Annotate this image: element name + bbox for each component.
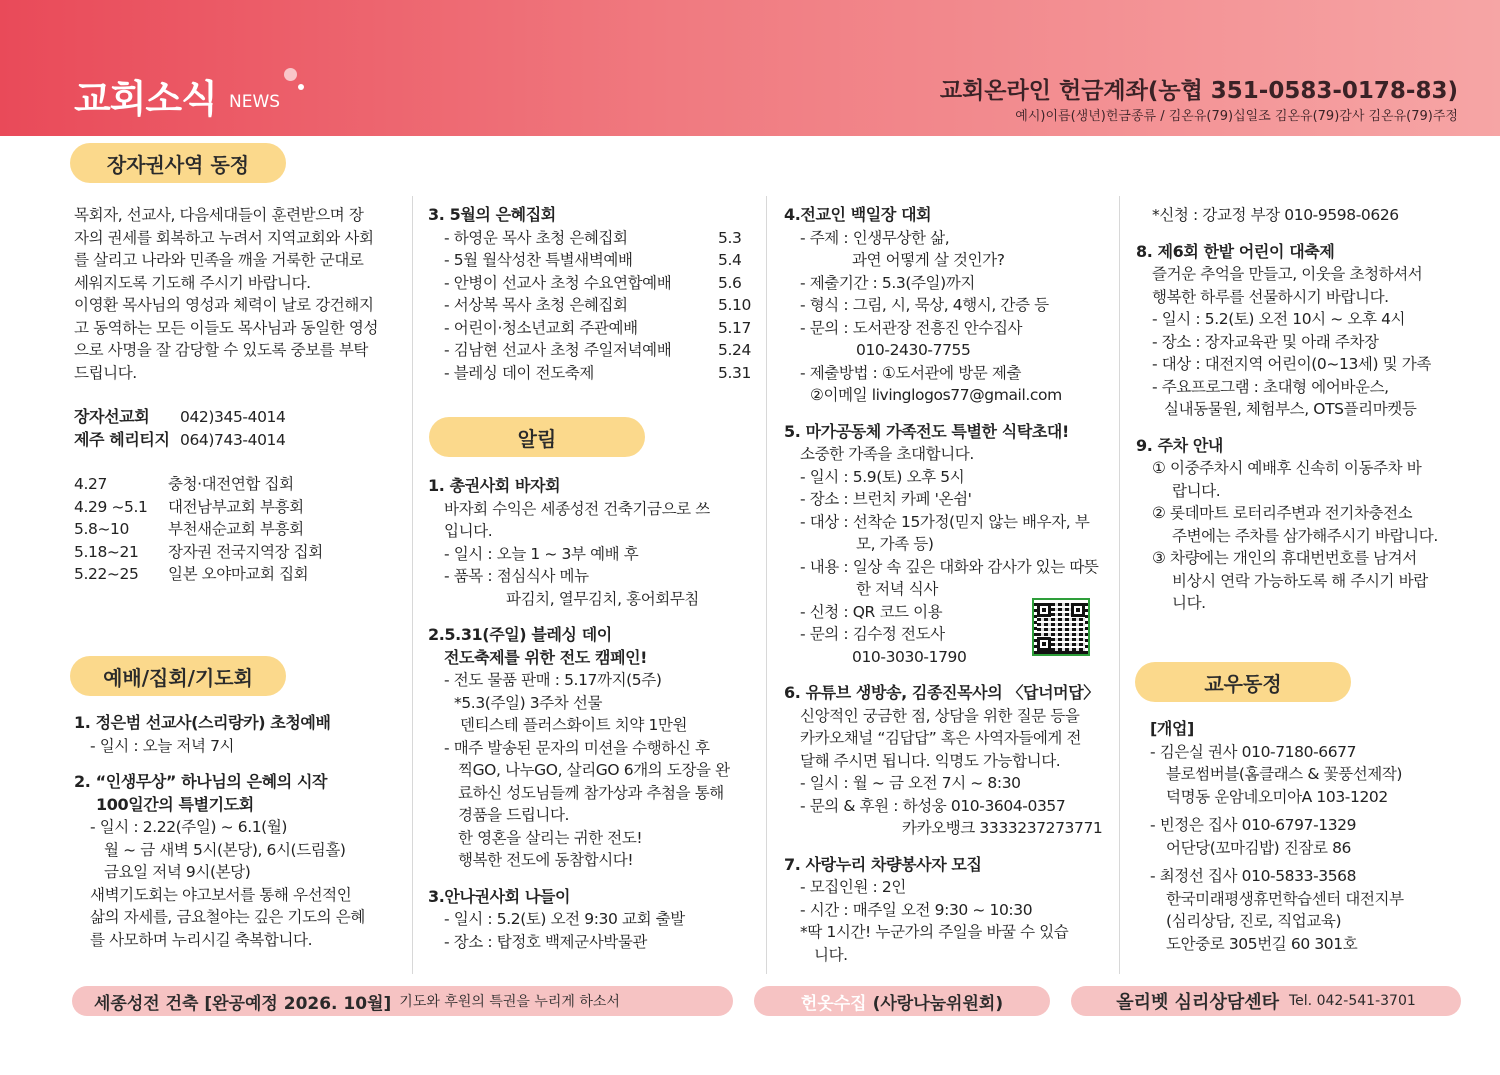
item-line: 과연 어떻게 살 것인가? bbox=[852, 251, 1005, 269]
footer-counseling bbox=[1071, 986, 1461, 1016]
notice-section bbox=[428, 475, 758, 953]
grace-date: 5.4 bbox=[718, 251, 742, 269]
item-line: 카카오채널 “김답답” 혹은 사역자들에게 전 bbox=[800, 729, 1082, 747]
schedule-event: 대전남부교회 부흥회 bbox=[168, 497, 304, 516]
item-title: 6. 유튜브 생방송, 김종진목사의 〈답너머답〉 bbox=[784, 683, 1099, 702]
worship-title: 1. 정은범 선교사(스리랑카) 초청예배 bbox=[74, 713, 331, 732]
grace-row bbox=[428, 294, 758, 317]
schedule-row bbox=[74, 563, 404, 586]
worship-line: - 일시 : 오늘 저녁 7시 bbox=[90, 736, 235, 755]
item-line: - 제출기간 : 5.3(주일)까지 bbox=[800, 273, 975, 292]
grace-row bbox=[428, 339, 758, 362]
members-section bbox=[1150, 718, 1470, 955]
intro-line: 드립니다. bbox=[74, 363, 137, 382]
item-line: 010-2430-7755 bbox=[856, 341, 971, 359]
item-line: - 모집인원 : 2인 bbox=[800, 878, 906, 896]
intro-line: 세워지도록 기도해 주시기 바랍니다. bbox=[74, 273, 311, 292]
grace-row bbox=[428, 227, 758, 250]
item-line: - 일시 : 5.2(토) 오전 10시 ~ 오후 4시 bbox=[1152, 310, 1406, 328]
grace-row bbox=[428, 317, 758, 340]
schedule-event: 일본 오야마교회 집회 bbox=[168, 565, 309, 583]
grace-row bbox=[428, 272, 758, 295]
footer-clothes-committee: (사랑나눔위원회) bbox=[872, 993, 1004, 1014]
intro-line: 목회자, 선교사, 다음세대들이 훈련받으며 장 bbox=[74, 206, 364, 224]
column-divider bbox=[1119, 196, 1120, 974]
section-title-worship: 예배/집회/기도회 bbox=[70, 656, 286, 696]
jangja-section bbox=[74, 204, 404, 586]
member-line: 한국미래평생휴먼학습센터 대전지부 bbox=[1166, 889, 1404, 908]
parking-line: ② 롯데마트 로터리주변과 전기차충전소 bbox=[1152, 504, 1413, 522]
grace-date: 5.3 bbox=[718, 228, 742, 247]
grace-date: 5.10 bbox=[718, 296, 751, 314]
parking-line: 니다. bbox=[1172, 594, 1206, 612]
grace-desc: - 어린이·청소년교회 주관예배 bbox=[444, 318, 638, 337]
offering-account: 교회온라인 헌금계좌(농협 351-0583-0178-83) bbox=[939, 78, 1458, 104]
grace-title: 3. 5월의 은혜집회 bbox=[428, 205, 556, 224]
schedule-date: 5.8~10 bbox=[74, 520, 129, 538]
footer-counseling-tel: Tel. 042-541-3701 bbox=[1289, 993, 1416, 1009]
worship-sub: 금요일 저녁 9시(본당) bbox=[104, 863, 251, 881]
item-line: 한 저녁 식사 bbox=[856, 580, 938, 598]
member-line: 도안중로 305번길 60 301호 bbox=[1166, 934, 1358, 953]
decor-dot-icon bbox=[284, 68, 297, 81]
schedule-date: 4.29 ~5.1 bbox=[74, 497, 148, 516]
footer-clothes-title: 헌옷수집 bbox=[800, 993, 867, 1014]
item-line: 즐거운 추억을 만들고, 이웃을 초청하셔서 bbox=[1152, 265, 1423, 283]
member-line: - 김은실 권사 010-7180-6677 bbox=[1150, 742, 1357, 761]
notice-line: 찍GO, 나누GO, 살리GO 6개의 도장을 완 bbox=[458, 761, 730, 779]
item-line: 니다. bbox=[814, 945, 848, 964]
footer-construction bbox=[72, 986, 733, 1016]
intro-line: 이영환 목사님의 영성과 체력이 날로 강건해지 bbox=[74, 296, 374, 314]
item-title: 7. 사랑누리 차량봉사자 모집 bbox=[784, 854, 982, 874]
section-title-jangja: 장자권사역 동정 bbox=[70, 143, 286, 183]
schedule-row bbox=[74, 496, 404, 519]
column-divider bbox=[412, 196, 413, 974]
notice-line: 바자회 수익은 세종성전 건축기금으로 쓰 bbox=[444, 499, 710, 518]
contact-name: 장자선교회 bbox=[74, 407, 150, 426]
worship-body: 삶의 자세를, 금요철야는 깊은 기도의 은혜 bbox=[90, 908, 365, 926]
parking-line: 비상시 연락 가능하도록 해 주시기 바랍 bbox=[1172, 571, 1428, 590]
notice-line: 경품을 드립니다. bbox=[458, 806, 570, 824]
worship-body: 새벽기도회는 야고보서를 통해 우선적인 bbox=[90, 885, 352, 904]
decor-dot-small-icon bbox=[298, 84, 304, 90]
member-line: - 최정선 집사 010-5833-3568 bbox=[1150, 867, 1357, 885]
notice-title: 3.안나권사회 나들이 bbox=[428, 886, 571, 906]
notice-line: - 장소 : 탑정호 백제군사박물관 bbox=[444, 932, 648, 951]
item-line: 실내동물원, 체험부스, OTS플리마켓등 bbox=[1164, 400, 1417, 418]
intro-line: 고 동역하는 모든 이들도 목사님과 동일한 영성 bbox=[74, 318, 379, 337]
parking-line: ③ 차량에는 개인의 휴대번번호를 남겨서 bbox=[1152, 549, 1417, 567]
item-line: 행복한 하루를 선물하시기 바랍니다. bbox=[1152, 287, 1389, 306]
grace-date: 5.6 bbox=[718, 273, 742, 292]
item-line: - 주제 : 인생무상한 삶, bbox=[800, 228, 950, 247]
intro-line: 으로 사명을 잘 감당할 수 있도록 중보를 부탁 bbox=[74, 341, 369, 359]
qr-code-icon[interactable] bbox=[1032, 598, 1090, 656]
contact-row bbox=[74, 429, 404, 452]
open-label: [개업] bbox=[1150, 719, 1194, 738]
item-line: 달해 주시면 됩니다. 익명도 가능합니다. bbox=[800, 751, 1061, 770]
grace-date: 5.24 bbox=[718, 341, 751, 359]
member-line: 블로썸버블(홈클래스 & 꽃풍선제작) bbox=[1166, 765, 1403, 783]
schedule-date: 5.18~21 bbox=[74, 542, 139, 561]
parking-line: ① 이중주차시 예배후 신속히 이동주차 바 bbox=[1152, 459, 1422, 477]
footer-clothes bbox=[754, 986, 1050, 1016]
section-title-members: 교우동정 bbox=[1135, 662, 1351, 702]
member-line: - 빈정은 집사 010-6797-1329 bbox=[1150, 816, 1357, 834]
schedule-date: 4.27 bbox=[74, 475, 107, 493]
member-line: 어단당(꼬마김밥) 진잠로 86 bbox=[1166, 838, 1352, 857]
notice-line: - 전도 물품 판매 : 5.17까지(5주) bbox=[444, 671, 662, 689]
notice-line: 파김치, 열무김치, 홍어회무침 bbox=[506, 589, 699, 608]
item-title: 8. 제6회 한밭 어린이 대축제 bbox=[1136, 241, 1335, 261]
member-line: (심리상담, 진로, 직업교육) bbox=[1166, 912, 1342, 930]
page-title: 교회소식 bbox=[74, 77, 217, 121]
contact-row bbox=[74, 406, 404, 429]
grace-desc: - 안병이 선교사 초청 수요연합예배 bbox=[444, 273, 672, 292]
grace-row bbox=[428, 362, 758, 385]
contact-name: 제주 헤리티지 bbox=[74, 429, 170, 449]
item-line: - 시간 : 매주일 오전 9:30 ~ 10:30 bbox=[800, 900, 1033, 919]
schedule-row bbox=[74, 473, 404, 496]
item-line: - 신청 : QR 코드 이용 bbox=[800, 602, 943, 621]
worship-title: 100일간의 특별기도회 bbox=[96, 794, 254, 814]
worship-title: 2. “인생무상” 하나님의 은혜의 시작 bbox=[74, 772, 328, 791]
item-line: ②이메일 livinglogos77@gmail.com bbox=[810, 386, 1062, 404]
grace-date: 5.31 bbox=[718, 363, 751, 382]
parking-line: 랍니다. bbox=[1172, 481, 1221, 500]
item-title: 4.전교인 백일장 대회 bbox=[784, 205, 932, 224]
item-line: 카카오뱅크 3333237273771 bbox=[902, 819, 1103, 837]
parking-line: 주변에는 주차를 삼가해주시기 바랍니다. bbox=[1172, 526, 1438, 545]
grace-row bbox=[428, 249, 758, 272]
notice-title: 2.5.31(주일) 블레싱 데이 bbox=[428, 625, 612, 644]
col3-section bbox=[784, 204, 1114, 966]
item-line: - 대상 : 대전지역 어린이(0~13세) 및 가족 bbox=[1152, 355, 1431, 373]
col4-section bbox=[1136, 204, 1466, 615]
item-line: 소중한 가족을 초대합니다. bbox=[800, 445, 974, 463]
footer-construction-text: 기도와 후원의 특권을 누리게 하소서 bbox=[399, 994, 620, 1010]
schedule-event: 충청·대전연합 집회 bbox=[168, 475, 294, 493]
intro-line: 를 살리고 나라와 민족을 깨울 거룩한 군대로 bbox=[74, 251, 364, 269]
grace-desc: - 김남현 선교사 초청 주일저녁예배 bbox=[444, 341, 672, 359]
notice-line: - 일시 : 5.2(토) 오전 9:30 교회 출발 bbox=[444, 910, 685, 928]
item-title: 9. 주차 안내 bbox=[1136, 435, 1223, 455]
notice-line: 덴티스테 플러스화이트 치약 1만원 bbox=[460, 716, 688, 734]
grace-section bbox=[428, 204, 758, 384]
item-line: - 문의 & 후원 : 하성웅 010-3604-0357 bbox=[800, 796, 1066, 815]
worship-body: 를 사모하며 누리시길 축복합니다. bbox=[90, 930, 313, 949]
column-divider bbox=[766, 196, 767, 974]
intro-line: 자의 권세를 회복하고 누려서 지역교회와 사회 bbox=[74, 228, 374, 247]
notice-line: 입니다. bbox=[444, 522, 493, 540]
grace-desc: - 하영운 목사 초청 은혜집회 bbox=[444, 228, 628, 247]
schedule-row bbox=[74, 518, 404, 541]
offering-account-example: 예시)이름(생년)헌금종류 / 김온유(79)십일조 김온유(79)감사 김온유(79)주정 bbox=[1015, 109, 1458, 124]
grace-desc: - 5월 월삭성찬 특별새벽예배 bbox=[444, 251, 633, 269]
schedule-row bbox=[74, 541, 404, 564]
item-line: - 일시 : 월 ~ 금 오전 7시 ~ 8:30 bbox=[800, 774, 1021, 792]
notice-line: - 매주 발송된 문자의 미션을 수행하신 후 bbox=[444, 738, 710, 757]
item-line: - 장소 : 장자교육관 및 아래 주차장 bbox=[1152, 332, 1379, 351]
notice-line: *5.3(주일) 3주차 선물 bbox=[454, 693, 603, 712]
schedule-event: 장자권 전국지역장 집회 bbox=[168, 542, 323, 561]
apply-line: *신청 : 강교정 부장 010-9598-0626 bbox=[1152, 206, 1399, 224]
item-line: - 형식 : 그림, 시, 묵상, 4행시, 간증 등 bbox=[800, 296, 1049, 314]
contact-phone: 064)743-4014 bbox=[180, 430, 286, 449]
notice-line: - 품목 : 점심식사 메뉴 bbox=[444, 567, 589, 585]
worship-section bbox=[74, 712, 404, 951]
contact-phone: 042)345-4014 bbox=[180, 408, 286, 426]
item-line: - 주요프로그램 : 초대형 에어바운스, bbox=[1152, 377, 1389, 396]
item-line: - 문의 : 김수정 전도사 bbox=[800, 625, 945, 643]
notice-line: 료하신 성도님들께 참가상과 추첨을 통해 bbox=[458, 783, 724, 802]
notice-line: 한 영혼을 살리는 귀한 전도! bbox=[458, 828, 643, 847]
footer-counseling-title: 올리벳 심리상담센타 bbox=[1116, 992, 1279, 1013]
item-line: 신앙적인 궁금한 점, 상담을 위한 질문 등을 bbox=[800, 706, 1080, 725]
member-line: 덕명동 운암네오미아A 103-1202 bbox=[1166, 787, 1388, 806]
item-line: - 장소 : 브런치 카페 '온쉼' bbox=[800, 490, 972, 508]
grace-desc: - 서상복 목사 초청 은혜집회 bbox=[444, 296, 628, 314]
item-title: 5. 마가공동체 가족전도 특별한 식탁초대! bbox=[784, 421, 1069, 441]
worship-line: - 일시 : 2.22(주일) ~ 6.1(월) bbox=[90, 818, 288, 836]
notice-title: 1. 총권사회 바자회 bbox=[428, 476, 561, 495]
notice-line: 행복한 전도에 동참합시다! bbox=[458, 851, 634, 869]
worship-sub: 월 ~ 금 새벽 5시(본당), 6시(드림홀) bbox=[104, 840, 346, 859]
section-title-notice: 알림 bbox=[429, 417, 645, 457]
item-line: - 문의 : 도서관장 전흥진 안수집사 bbox=[800, 318, 1023, 337]
item-line: - 대상 : 선착순 15가정(믿지 않는 배우자, 부 bbox=[800, 512, 1090, 531]
item-line: - 일시 : 5.9(토) 오후 5시 bbox=[800, 467, 965, 486]
schedule-date: 5.22~25 bbox=[74, 565, 139, 583]
schedule-event: 부천새순교회 부흥회 bbox=[168, 520, 304, 538]
notice-line: - 일시 : 오늘 1 ~ 3부 예배 후 bbox=[444, 544, 639, 563]
header-banner bbox=[0, 0, 1500, 136]
item-line: - 제출방법 : ①도서관에 방문 제출 bbox=[800, 363, 1022, 382]
notice-title: 전도축제를 위한 전도 캠페인! bbox=[444, 647, 648, 667]
grace-date: 5.17 bbox=[718, 318, 751, 337]
item-line: 010-3030-1790 bbox=[852, 647, 967, 666]
footer-construction-title: 세종성전 건축 [완공예정 2026. 10월] bbox=[94, 993, 392, 1014]
item-line: *딱 1시간! 누군가의 주일을 바꿀 수 있습 bbox=[800, 923, 1069, 941]
news-label: NEWS bbox=[229, 92, 281, 112]
item-line: - 내용 : 일상 속 깊은 대화와 감사가 있는 따뜻 bbox=[800, 557, 1099, 576]
item-line: 모, 가족 등) bbox=[856, 535, 934, 553]
grace-desc: - 블레싱 데이 전도축제 bbox=[444, 363, 594, 382]
